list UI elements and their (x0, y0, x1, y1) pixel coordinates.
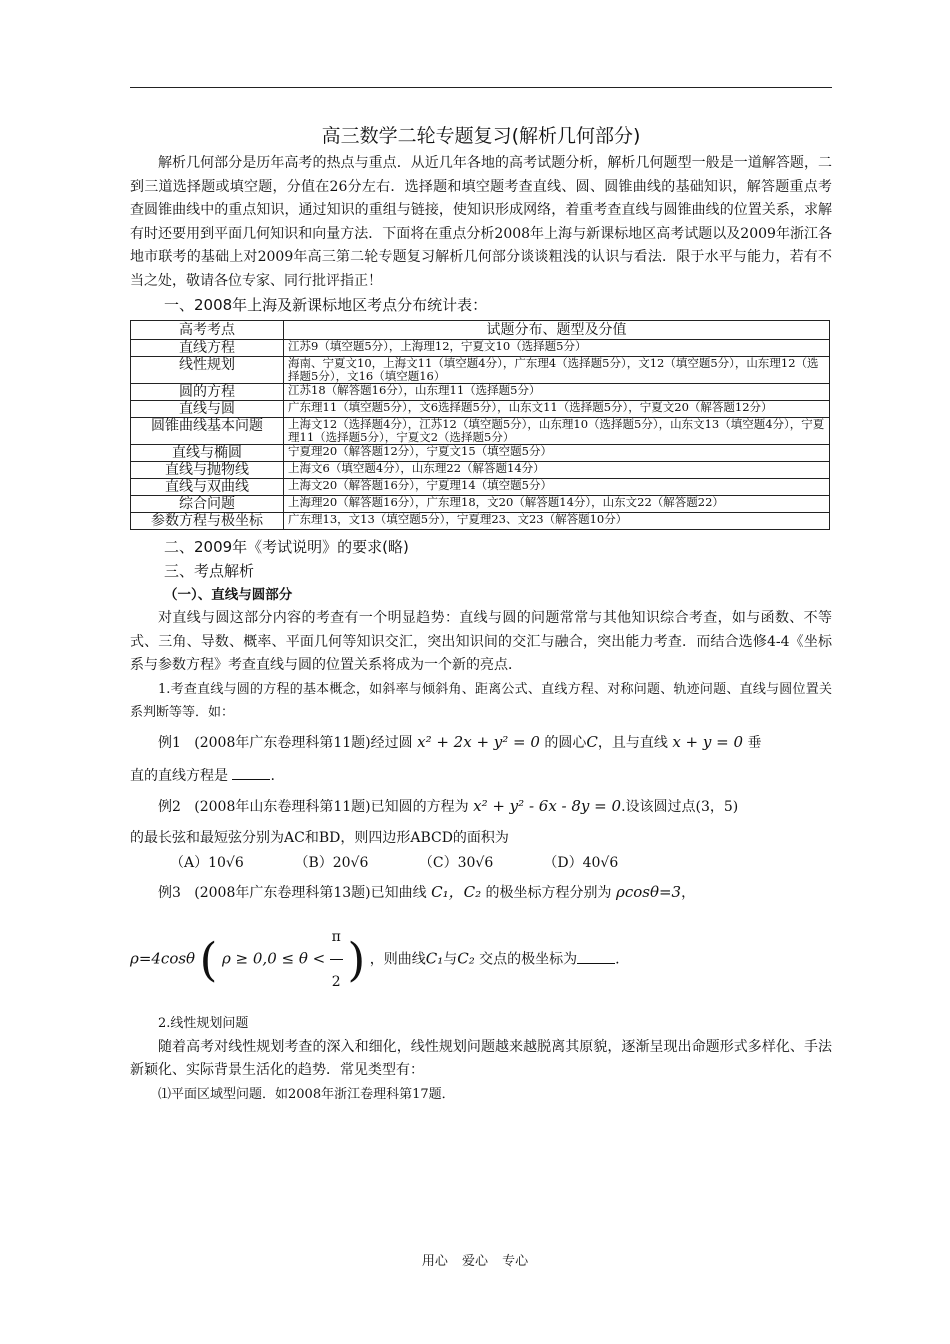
fraction-numerator: π (330, 915, 343, 960)
pi-over-two (330, 915, 343, 1004)
table-row (131, 357, 830, 384)
table-row (131, 340, 830, 357)
example-3-condition: ρ ≥ 0,0 ≤ θ < (221, 949, 326, 968)
table-cell-detail: 江苏18（解答题16分），山东理11（选择题5分） (284, 384, 830, 401)
example-1-line-equation: x + y = 0 (672, 732, 744, 751)
example-1-center: C (586, 732, 598, 751)
option-c[interactable]: （C）30√6 (418, 854, 494, 871)
example-1-text: 的圆心 (544, 734, 587, 751)
example-3-period: . (615, 951, 620, 968)
item-2: 2.线性规划问题 (158, 1016, 249, 1031)
table-cell-topic: 直线与圆 (131, 401, 284, 418)
stats-table (130, 320, 830, 530)
table-cell-detail: 上海理20（解答题16分），广东理18，文20（解答题14分），山东文22（解答题22） (284, 496, 830, 513)
left-paren-icon: ( (199, 932, 218, 987)
example-3-label: 例3 (158, 884, 181, 901)
option-d[interactable]: （D）40√6 (543, 854, 619, 871)
example-2-end: .设该圆过点(3，5) (621, 798, 739, 815)
answer-blank[interactable] (577, 949, 615, 964)
table-cell-detail: 广东理13，文13（填空题5分），宁夏理23、文23（解答题10分） (284, 513, 830, 530)
table-header-detail: 试题分布、题型及分值 (284, 321, 830, 340)
table-cell-detail: 宁夏理20（解答题12分），宁夏文15（填空题5分） (284, 445, 830, 462)
example-3-text-2: ，则曲线 (369, 951, 426, 968)
section-heading-2: 二、2009年《考试说明》的要求(略) (164, 538, 409, 556)
example-3-text: 的极坐标方程分别为 (485, 884, 612, 901)
table-cell-detail: 江苏9（填空题5分），上海理12，宁夏文10（选择题5分） (284, 340, 830, 357)
table-cell-detail: 广东理11（填空题5分），文6选择题5分），山东文11（选择题5分），宁夏文20（解答题12分） (284, 401, 830, 418)
example-3-and: 与 (443, 951, 458, 968)
example-1-line-2 (130, 765, 832, 789)
table-cell-detail: 海南、宁夏文10，上海文11（填空题4分），广东理4（选择题5分），文12（填空题5分），山东理12（选择题5分），文16（填空题16） (284, 357, 830, 384)
option-a[interactable]: （A）10√6 (170, 854, 244, 871)
table-row (131, 462, 830, 479)
example-3-equation-2: ρ=4cosθ (130, 949, 196, 968)
example-2 (130, 795, 832, 820)
table-row (131, 401, 830, 418)
table-row (131, 513, 830, 530)
example-3-curves: C₁，C₂ (431, 882, 482, 901)
table-cell-topic: 直线与椭圆 (131, 445, 284, 462)
example-2-line-2: 的最长弦和最短弦分别为AC和BD，则四边形ABCD的面积为 (130, 830, 509, 846)
subsection-heading: （一）、直线与圆部分 (164, 587, 293, 603)
table-cell-detail: 上海文20（解答题16分），宁夏理14（填空题5分） (284, 479, 830, 496)
table-row (131, 496, 830, 513)
table-row (131, 384, 830, 401)
right-paren-icon: ) (347, 932, 366, 987)
example-1-end: 垂 (747, 734, 762, 751)
example-1 (130, 731, 832, 756)
example-3-line-2 (130, 915, 832, 1004)
lines-circles-paragraph: 对直线与圆这部分内容的考查有一个明显趋势：直线与圆的问题常常与其他知识综合考查，如与函数、不等式、三角、导数、概率、平面几何等知识交汇，突出知识间的交汇与融合，突出能力考查．而结合选修4-4《坐标系与参数方程》考查直线与圆的位置关系将成为一个新的亮点． (130, 610, 832, 673)
table-cell-topic: 参数方程与极坐标 (131, 513, 284, 530)
table-header-row (131, 321, 830, 340)
option-b[interactable]: （B）20√6 (294, 854, 369, 871)
example-2-equation: x² + y² - 6x - 8y = 0 (473, 796, 622, 815)
example-1-period: . (270, 768, 275, 784)
table-cell-topic: 综合问题 (131, 496, 284, 513)
table-cell-topic: 直线与双曲线 (131, 479, 284, 496)
document-body (130, 122, 832, 1106)
section-heading-1: 一、2008年上海及新课标地区考点分布统计表： (164, 296, 488, 314)
table-cell-topic: 圆锥曲线基本问题 (131, 418, 284, 445)
example-3-text-3: 交点的极坐标为 (479, 951, 578, 968)
example-2-options (130, 851, 832, 875)
table-cell-detail: 上海文12（选择题4分），江苏12（填空题5分），山东理10（选择题5分），山东文13（填空题4分），宁夏理11（选择题5分），宁夏文2（选择题5分） (284, 418, 830, 445)
fraction-denominator: 2 (331, 974, 341, 990)
intro-paragraph: 解析几何部分是历年高考的热点与重点．从近几年各地的高考试题分析，解析几何题型一般是一道解答题，二到三道选择题或填空题，分值在26分左右．选择题和填空题考查直线、圆、圆锥曲线的基础知识，解答题重点考查圆锥曲线中的重点知识，通过知识的重组与链接，使知识形成网络，着重考查直线与圆锥曲线的位置关系，求解有时还要用到平面几何知识和向量方法．下面将在重点分析2008年上海与新课标地区高考试题以及2009年浙江各地市联考的基础上对2009年高三第二轮专题复习解析几何部分谈谈粗浅的认识与看法．限于水平与能力，若有不当之处，敬请各位专家、同行批评指正！ (130, 155, 832, 289)
example-1-text-2: ，且与直线 (597, 734, 668, 751)
example-3-c1: C₁ (425, 949, 444, 968)
item-1: 1.考查直线与圆的方程的基本概念，如斜率与倾斜角、距离公式、直线方程、对称问题、轨迹问题、直线与圆位置关系判断等等．如： (130, 681, 832, 720)
answer-blank[interactable] (232, 765, 270, 780)
example-3-comma: ， (681, 884, 696, 901)
table-cell-topic: 线性规划 (131, 357, 284, 384)
table-cell-topic: 直线与抛物线 (131, 462, 284, 479)
example-2-label: 例2 (158, 798, 181, 815)
example-1-label: 例1 (158, 734, 181, 751)
page-title: 高三数学二轮专题复习(解析几何部分) (321, 125, 641, 147)
example-1-source: (2008年广东卷理科第11题)经过圆 (194, 734, 413, 751)
table-cell-detail: 上海文6（填空题4分），山东理22（解答题14分） (284, 462, 830, 479)
example-3 (130, 881, 832, 906)
table-row (131, 445, 830, 462)
table-header-topic: 高考考点 (131, 321, 284, 340)
linear-programming-paragraph: 随着高考对线性规划考查的深入和细化，线性规划问题越来越脱离其原貌，逐渐呈现出命题形式多样化、手法新颖化、实际背景生活化的趋势．常见类型有： (130, 1038, 832, 1078)
example-3-c2: C₂ (457, 949, 475, 968)
table-cell-topic: 直线方程 (131, 340, 284, 357)
page-footer: 用心 爱心 专心 (421, 1254, 529, 1269)
item-3: ⑴平面区域型问题．如2008年浙江卷理科第17题． (158, 1086, 455, 1102)
example-1-question: 直的直线方程是 (130, 768, 228, 784)
section-heading-3: 三、考点解析 (164, 562, 255, 580)
example-1-circle-equation: x² + 2x + y² = 0 (417, 732, 540, 751)
table-row (131, 418, 830, 445)
table-cell-topic: 圆的方程 (131, 384, 284, 401)
example-3-equation-1: ρcosθ=3 (616, 882, 682, 901)
example-3-source: (2008年广东卷理科第13题)已知曲线 (194, 884, 427, 901)
table-row (131, 479, 830, 496)
example-2-source: (2008年山东卷理科第11题)已知圆的方程为 (194, 798, 469, 815)
header-rule (130, 87, 832, 88)
